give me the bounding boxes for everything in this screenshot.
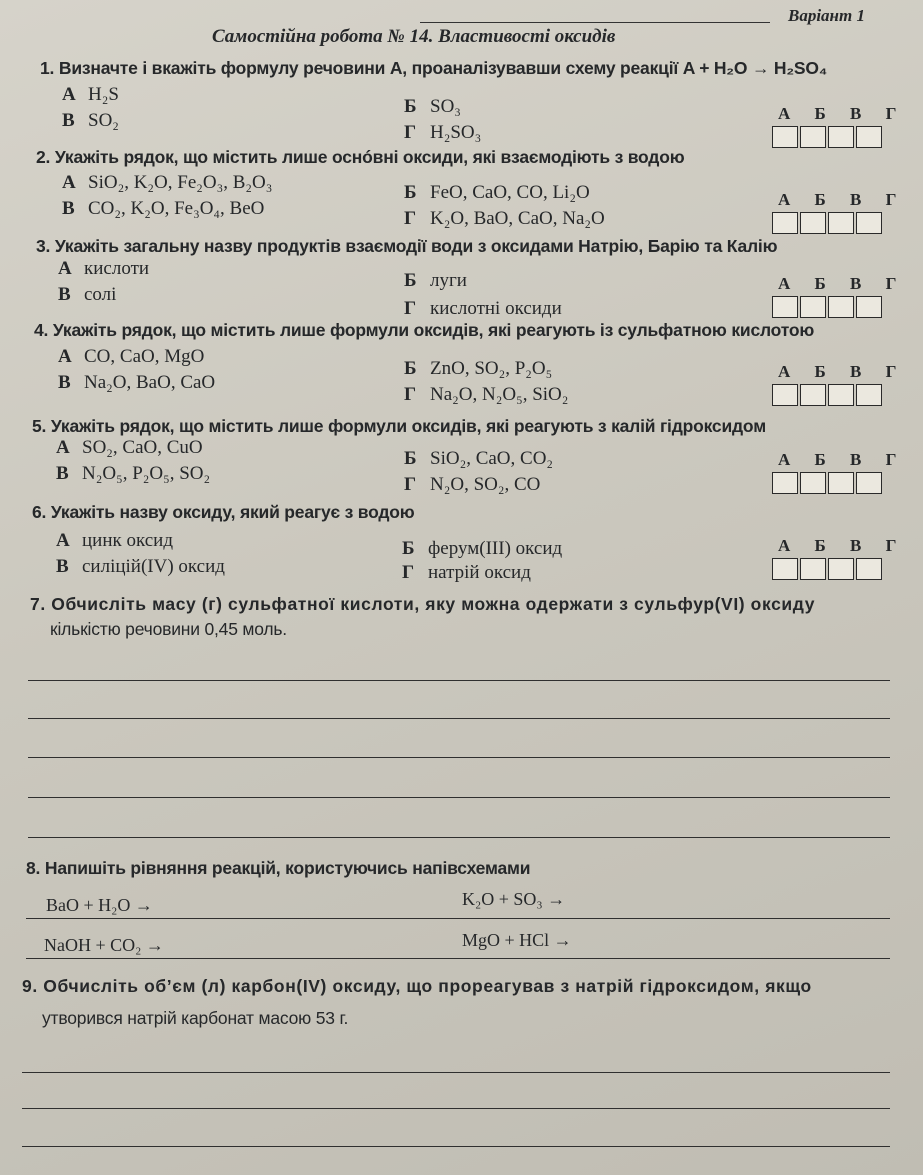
q6-option-a[interactable]: А цинк оксид: [56, 530, 174, 551]
question-3: 3. Укажіть загальну назву продуктів взаємодії води з оксидами Натрію, Барію та Калію: [36, 236, 778, 256]
question-1: 1. Визначте і вкажіть формулу речовини А, проаналізувавши схему реакції A + H₂O → H₂SO₄: [40, 58, 827, 78]
answer-line[interactable]: [22, 1146, 890, 1147]
answer-line[interactable]: [28, 797, 890, 798]
q1-answer-grid[interactable]: [772, 126, 882, 148]
q3-option-v[interactable]: В солі: [58, 284, 117, 305]
answer-line[interactable]: [22, 1072, 890, 1073]
answer-line[interactable]: [28, 837, 890, 838]
equation-mgo-hcl: MgO + HCl →: [462, 930, 572, 950]
q2-option-a[interactable]: А SiO₂, K₂O, Fe₂O₃, B₂O₃: [62, 172, 273, 193]
question-8: 8. Напишіть рівняння реакцій, користуючись напівсхемами: [26, 858, 531, 878]
q6-answer-letters: А Б В Г: [778, 536, 907, 555]
q4-answer-grid[interactable]: [772, 384, 882, 406]
q2-answer-grid[interactable]: [772, 212, 882, 234]
q5-option-a[interactable]: А SO₂, CaO, CuO: [56, 437, 203, 458]
q5-answer-letters: А Б В Г: [778, 450, 907, 469]
q3-option-a[interactable]: А кислоти: [58, 258, 150, 279]
q1-option-v[interactable]: В SO₂: [62, 110, 119, 131]
question-2: 2. Укажіть рядок, що містить лише оснóвні оксиди, які взаємодіють з водою: [36, 147, 685, 167]
q4-option-g[interactable]: Г Na₂O, N₂O₅, SiO₂: [404, 384, 569, 405]
answer-line[interactable]: [28, 718, 890, 719]
question-9-line2: утворився натрій карбонат масою 53 г.: [42, 1008, 349, 1028]
q3-option-g[interactable]: Г кислотні оксиди: [404, 298, 562, 319]
q4-option-a[interactable]: А CO, CaO, MgO: [58, 346, 205, 367]
q4-option-v[interactable]: В Na₂O, BaO, CaO: [58, 372, 216, 393]
q5-option-g[interactable]: Г N₂O, SO₂, CO: [404, 474, 541, 495]
question-9: 9. Обчисліть об’єм (л) карбон(IV) оксиду, що прореагував з натрій гідроксидом, якщо: [22, 976, 812, 996]
name-line: [420, 22, 770, 23]
q2-answer-letters: А Б В Г: [778, 190, 907, 209]
q5-option-b[interactable]: Б SiO₂, CaO, CO₂: [404, 448, 554, 469]
q4-option-b[interactable]: Б ZnO, SO₂, P₂O₅: [404, 358, 553, 379]
page-title: Самостійна робота № 14. Властивості оксидів: [212, 26, 616, 47]
answer-line[interactable]: [28, 680, 890, 681]
q2-option-g[interactable]: Г K₂O, BaO, CaO, Na₂O: [404, 208, 605, 229]
answer-line[interactable]: [22, 1108, 890, 1109]
question-7-line2: кількістю речовини 0,45 моль.: [50, 619, 287, 639]
q3-answer-grid[interactable]: [772, 296, 882, 318]
equation-k2o-so3: K₂O + SO₃ →: [462, 889, 566, 909]
q5-option-v[interactable]: В N₂O₅, P₂O₅, SO₂: [56, 463, 211, 484]
q4-answer-letters: А Б В Г: [778, 362, 907, 381]
q5-answer-grid[interactable]: [772, 472, 882, 494]
question-7: 7. Обчисліть масу (г) сульфатної кислоти, яку можна одержати з сульфур(VI) оксиду: [30, 594, 816, 614]
q6-option-b[interactable]: Б ферум(III) оксид: [402, 538, 563, 559]
q1-answer-letters: А Б В Г: [778, 104, 907, 123]
q3-option-b[interactable]: Б луги: [404, 270, 467, 291]
equation-naoh-co2: NaOH + CO₂ →: [44, 935, 164, 955]
answer-line[interactable]: [26, 918, 890, 919]
answer-line[interactable]: [28, 757, 890, 758]
q6-answer-grid[interactable]: [772, 558, 882, 580]
question-5: 5. Укажіть рядок, що містить лише формули оксидів, які реагують з калій гідроксидом: [32, 416, 766, 436]
q6-option-v[interactable]: В силіцій(IV) оксид: [56, 556, 225, 577]
q2-option-v[interactable]: В CO₂, K₂O, Fe₃O₄, BeO: [62, 198, 265, 219]
q3-answer-letters: А Б В Г: [778, 274, 907, 293]
q1-option-b[interactable]: Б SO₃: [404, 96, 461, 117]
q1-option-g[interactable]: Г H₂SO₃: [404, 122, 482, 143]
answer-line[interactable]: [26, 958, 890, 959]
equation-bao-h2o: BaO + H₂O →: [46, 895, 153, 915]
q2-option-b[interactable]: Б FeO, CaO, CO, Li₂O: [404, 182, 590, 203]
q1-option-a[interactable]: А H₂S: [62, 84, 119, 105]
variant-label: Варіант 1: [788, 6, 865, 25]
question-4: 4. Укажіть рядок, що містить лише формули оксидів, які реагують із сульфатною кислотою: [34, 320, 815, 340]
question-6: 6. Укажіть назву оксиду, який реагує з водою: [32, 502, 415, 522]
q6-option-g[interactable]: Г натрій оксид: [402, 562, 531, 583]
